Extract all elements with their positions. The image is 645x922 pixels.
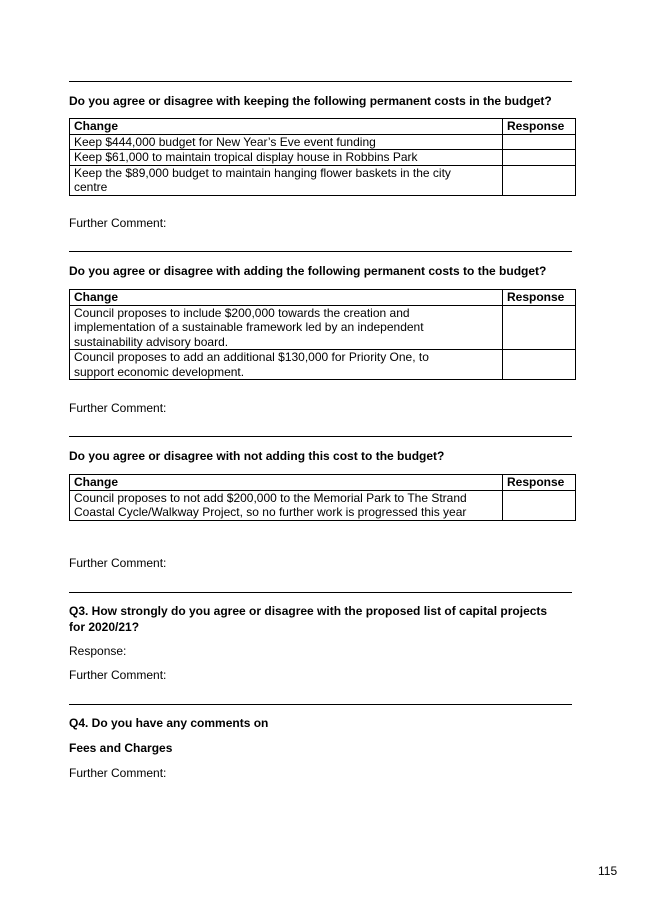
response-cell[interactable] xyxy=(503,134,576,150)
further-comment-label: Further Comment: xyxy=(69,668,167,682)
section-divider xyxy=(69,704,572,705)
section2-question: Do you agree or disagree with adding the following permanent costs to the budget? xyxy=(69,264,547,278)
change-header: Change xyxy=(70,475,503,491)
change-cell: Keep $61,000 to maintain tropical display house in Robbins Park xyxy=(70,150,503,166)
section3-table xyxy=(69,474,576,521)
table-row xyxy=(70,305,576,350)
change-cell: Council proposes to add an additional $130,000 for Priority One, to support economic development. xyxy=(70,350,503,380)
response-cell[interactable] xyxy=(503,305,576,350)
further-comment-label: Further Comment: xyxy=(69,401,167,415)
section3-question: Do you agree or disagree with not adding this cost to the budget? xyxy=(69,449,445,463)
table-row xyxy=(70,150,576,166)
change-cell: Council proposes to include $200,000 towards the creation and implementation of a sustainable framework led by an independent sustainability advisory board. xyxy=(70,305,503,350)
response-header: Response xyxy=(503,119,576,135)
table-row xyxy=(70,134,576,150)
table-header-row xyxy=(70,119,576,135)
change-header: Change xyxy=(70,119,503,135)
section-divider xyxy=(69,592,572,593)
response-cell[interactable] xyxy=(503,165,576,195)
table-row xyxy=(70,165,576,195)
response-header: Response xyxy=(503,475,576,491)
section1-table xyxy=(69,118,576,196)
response-header: Response xyxy=(503,290,576,306)
further-comment-label: Further Comment: xyxy=(69,766,167,780)
response-cell[interactable] xyxy=(503,350,576,380)
section-divider xyxy=(69,436,572,437)
section1-question: Do you agree or disagree with keeping the following permanent costs in the budget? xyxy=(69,94,552,108)
page-number: 115 xyxy=(598,864,618,878)
further-comment-label: Further Comment: xyxy=(69,216,167,230)
table-row xyxy=(70,490,576,520)
table-header-row xyxy=(70,290,576,306)
q3-question-line2: for 2020/21? xyxy=(69,620,140,634)
section-divider xyxy=(69,251,572,252)
q3-question-line1: Q3. How strongly do you agree or disagree with the proposed list of capital projects xyxy=(69,604,548,618)
change-cell: Keep the $89,000 budget to maintain hanging flower baskets in the city centre xyxy=(70,165,503,195)
q4-subheading: Fees and Charges xyxy=(69,741,173,755)
section-divider xyxy=(69,81,572,82)
change-cell: Council proposes to not add $200,000 to the Memorial Park to The Strand Coastal Cycle/Walkway Project, so no further work is progressed this year xyxy=(70,490,503,520)
change-cell: Keep $444,000 budget for New Year’s Eve event funding xyxy=(70,134,503,150)
further-comment-label: Further Comment: xyxy=(69,556,167,570)
table-row xyxy=(70,350,576,380)
q4-question: Q4. Do you have any comments on xyxy=(69,716,269,730)
response-cell[interactable] xyxy=(503,150,576,166)
response-cell[interactable] xyxy=(503,490,576,520)
section2-table xyxy=(69,289,576,380)
change-header: Change xyxy=(70,290,503,306)
response-label: Response: xyxy=(69,644,127,658)
table-header-row xyxy=(70,475,576,491)
